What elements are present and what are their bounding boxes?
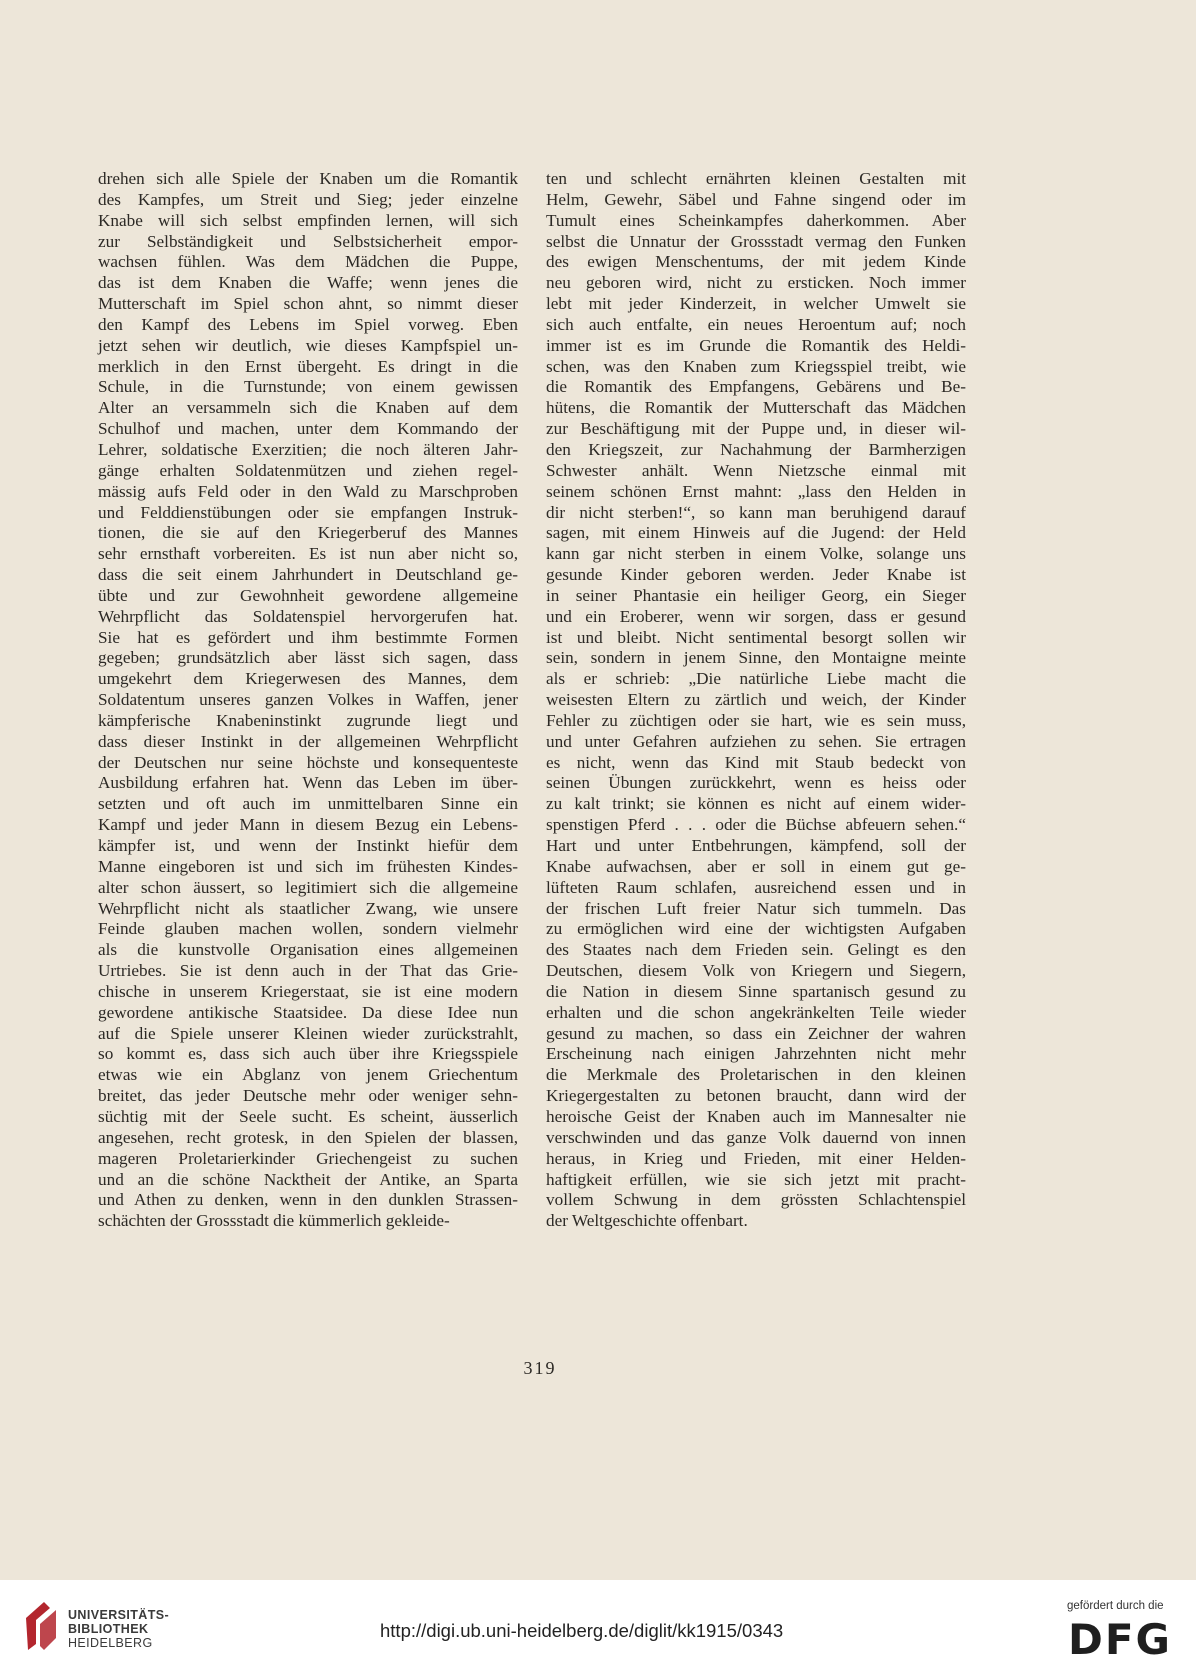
text-line: ist und bleibt. Nicht sentimental besorgt sollen wir	[546, 627, 966, 647]
text-line: und an die schöne Nacktheit der Antike, an Sparta	[98, 1169, 518, 1189]
text-line: und Felddienstübungen oder sie empfangen Instruk-	[98, 502, 518, 522]
text-line: alter schon äussert, so legitimiert sich die allgemeine	[98, 877, 518, 897]
text-line: Helm, Gewehr, Säbel und Fahne singend oder im	[546, 189, 966, 209]
text-line: den Kriegszeit, zur Nachahmung der Barmherzigen	[546, 439, 966, 459]
text-line: übte und zur Gewohnheit gewordene allgemeine	[98, 585, 518, 605]
text-line: als die kunstvolle Organisation eines allgemeinen	[98, 940, 518, 960]
text-line: gänge erhalten Soldatenmützen und ziehen regel-	[98, 460, 518, 480]
text-line: Kampf und jeder Mann in diesem Bezug ein Lebens-	[98, 815, 518, 835]
text-line: jetzt sehen wir deutlich, wie dieses Kampfspiel un-	[98, 335, 518, 355]
text-line: des Staates nach dem Frieden sein. Gelingt es den	[546, 940, 966, 960]
text-line: lüfteten Raum schlafen, ausreichend essen und in	[546, 877, 966, 897]
text-line: vollem Schwung in dem grössten Schlachtenspiel	[546, 1190, 966, 1210]
text-line: sehr ernsthaft vorbereiten. Es ist nun aber nicht so,	[98, 544, 518, 564]
text-line: Kriegergestalten zu betonen braucht, dann wird der	[546, 1086, 966, 1106]
text-line: Hart und unter Entbehrungen, kämpfend, soll der	[546, 836, 966, 855]
text-line: gesunde Kinder geboren werden. Jeder Knabe ist	[546, 565, 966, 585]
text-line: Deutschen, diesem Volk von Kriegern und Siegern,	[546, 961, 966, 981]
dfg-logo-icon: DFG	[1068, 1615, 1173, 1664]
text-line: und ein Eroberer, wenn wir sorgen, dass er gesund	[546, 606, 966, 626]
text-line: setzten und oft auch im unmittelbaren Sinne ein	[98, 794, 518, 814]
text-line: immer ist es im Grunde die Romantik des Heldi-	[546, 335, 966, 355]
text-line: selbst die Unnatur der Grossstadt vermag den Funken	[546, 231, 966, 251]
text-line: spenstigen Pferd . . . oder die Büchse abfeuern sehen.“	[546, 815, 966, 835]
text-line: chische in unserem Kriegerstaat, sie ist eine modern	[98, 981, 518, 1001]
text-line: Alter an versammeln sich die Knaben auf dem	[98, 398, 518, 418]
text-line: angesehen, recht grotesk, in den Spielen der blassen,	[98, 1127, 518, 1147]
text-line: und unter Gefahren aufziehen zu sehen. Sie ertragen	[546, 731, 966, 751]
text-line: so kommt es, dass sich auch über ihre Kriegsspiele	[98, 1044, 518, 1064]
text-line: schächten der Grossstadt die kümmerlich gekleide-	[98, 1211, 450, 1231]
text-line: sein, sondern in jenem Sinne, den Montaigne meinte	[546, 648, 966, 668]
text-line: mageren Proletarierkinder Griechengeist zu suchen	[98, 1148, 518, 1168]
text-line: heraus, in Krieg und Frieden, mit einer Helden-	[546, 1148, 966, 1168]
text-line: die Merkmale des Proletarischen in den kleinen	[546, 1065, 966, 1085]
text-line: der Weltgeschichte offenbart.	[546, 1211, 748, 1231]
text-line: kämpferische Knabeninstinkt zugrunde liegt und	[98, 710, 518, 730]
text-line: lebt mit jeder Kinderzeit, in welcher Umwelt sie	[546, 294, 966, 314]
text-line: seinem schönen Ernst mahnt: „lass den Helden in	[546, 481, 966, 501]
viewer-footer	[0, 1580, 1196, 1674]
text-line: Wehrpflicht nicht als staatlicher Zwang, wie unsere	[98, 898, 518, 918]
text-line: breitet, das jeder Deutsche mehr oder weniger sehn-	[98, 1086, 518, 1106]
text-line: zu kalt trinkt; sie können es nicht auf einem wider-	[546, 794, 966, 814]
text-line: es nicht, wenn das Kind mit Staub bedeckt von	[546, 752, 966, 772]
text-line: gewordene antikische Staatsidee. Da diese Idee nun	[98, 1002, 518, 1022]
text-column-right	[546, 169, 966, 1232]
text-line: kämpfer ist, und wenn der Instinkt hiefür dem	[98, 836, 518, 855]
text-line: gegeben; grundsätzlich aber lässt sich sagen, dass	[98, 648, 518, 668]
text-line: seinen Übungen zurückkehrt, wenn es heiss oder	[546, 773, 966, 793]
text-line: erhalten und die schon angekränkelten Teile wieder	[546, 1002, 966, 1022]
text-line: ten und schlecht ernährten kleinen Gestalten mit	[546, 169, 966, 188]
text-line: sich auch entfalte, ein neues Heroentum auf; noch	[546, 314, 966, 334]
text-line: süchtig mit der Seele sucht. Es scheint, äusserlich	[98, 1106, 518, 1126]
text-line: wachsen fühlen. Was dem Mädchen die Puppe,	[98, 252, 518, 272]
funding-caption: gefördert durch die	[1067, 1600, 1164, 1612]
text-line: auf die Spiele unserer Kleinen wieder zurückstrahlt,	[98, 1023, 518, 1043]
text-line: Schulhof und machen, unter dem Kommando der	[98, 419, 518, 439]
text-line: Erscheinung nach einigen Jahrzehnten nicht mehr	[546, 1044, 966, 1064]
text-line: die Romantik des Empfangens, Gebärens und Be-	[546, 377, 966, 397]
text-line: in seiner Phantasie ein heiliger Georg, ein Sieger	[546, 585, 966, 605]
text-line: Soldatentum unseres ganzen Volkes in Waffen, jener	[98, 690, 518, 710]
text-line: Wehrpflicht das Soldatenspiel hervorgerufen hat.	[98, 606, 518, 626]
university-library-logo-icon	[22, 1598, 62, 1656]
text-line: mässig aufs Feld oder in den Wald zu Marschproben	[98, 481, 518, 501]
text-line: verschwinden und das ganze Volk dauernd von innen	[546, 1127, 966, 1147]
text-line: Manne eingeboren ist und sich im frühesten Kindes-	[98, 856, 518, 876]
text-line: Tumult eines Scheinkampfes daherkommen. Aber	[546, 210, 966, 230]
text-line: zur Selbständigkeit und Selbstsicherheit empor-	[98, 231, 518, 251]
text-line: weisesten Eltern zu zärtlich und weich, der Kinder	[546, 690, 966, 710]
text-line: dir nicht sterben!“, so kann man beruhigend darauf	[546, 502, 966, 522]
text-line: heroische Geist der Knaben auch im Mannesalter nie	[546, 1106, 966, 1126]
text-line: Knabe aufwachsen, aber er soll in einem gut ge-	[546, 856, 966, 876]
text-line: Schule, in die Turnstunde; von einem gewissen	[98, 377, 518, 397]
text-line: hütens, die Romantik der Mutterschaft das Mädchen	[546, 398, 966, 418]
text-line: kann gar nicht sterben in einem Volke, solange uns	[546, 544, 966, 564]
text-line: Ausbildung erfahren hat. Wenn das Leben im über-	[98, 773, 518, 793]
library-name: UNIVERSITÄTS- BIBLIOTHEK HEIDELBERG	[68, 1608, 170, 1650]
text-line: als er schrieb: „Die natürliche Liebe macht die	[546, 669, 966, 689]
text-line: Knabe will sich selbst empfinden lernen, will sich	[98, 210, 518, 230]
text-line: der Deutschen nur seine höchste und konsequenteste	[98, 752, 518, 772]
text-line: drehen sich alle Spiele der Knaben um die Romantik	[98, 169, 518, 188]
text-line: gesund zu machen, so dass ein Zeichner der wahren	[546, 1023, 966, 1043]
text-line: Feinde glauben machen wollen, sondern vielmehr	[98, 919, 518, 939]
text-line: des Kampfes, um Streit und Sieg; jeder einzelne	[98, 189, 518, 209]
text-line: merklich in den Ernst übergeht. Es dringt in die	[98, 356, 518, 376]
text-line: neu geboren wird, nicht zu ersticken. Noch immer	[546, 273, 966, 293]
text-line: des ewigen Menschentums, der mit jedem Kinde	[546, 252, 966, 272]
permalink-url[interactable]: http://digi.ub.uni-heidelberg.de/diglit/kk1915/0343	[380, 1620, 784, 1641]
text-line: der frischen Luft freier Natur sich tummeln. Das	[546, 898, 966, 918]
text-line: zur Beschäftigung mit der Puppe und, in dieser wil-	[546, 419, 966, 439]
text-line: haftigkeit erfüllen, wie sie sich jetzt mit pracht-	[546, 1169, 966, 1189]
text-line: und Athen zu denken, wenn in den dunklen Strassen-	[98, 1190, 518, 1210]
text-line: Fehler zu züchtigen oder sie hart, wie es sein muss,	[546, 710, 966, 730]
text-line: dass die seit einem Jahrhundert in Deutschland ge-	[98, 565, 518, 585]
text-line: Mutterschaft im Spiel schon ahnt, so nimmt dieser	[98, 294, 518, 314]
text-line: Schwester anhält. Wenn Nietzsche einmal mit	[546, 460, 966, 480]
text-line: den Kampf des Lebens im Spiel vorweg. Eben	[98, 314, 518, 334]
text-line: tionen, die sie auf den Kriegerberuf des Mannes	[98, 523, 518, 543]
page-number: 319	[523, 1358, 557, 1378]
text-line: sagen, mit einem Hinweis auf die Jugend: der Held	[546, 523, 966, 543]
text-column-left	[98, 169, 518, 1232]
text-line: Lehrer, soldatische Exerzitien; die noch älteren Jahr-	[98, 439, 518, 459]
text-line: Urtriebes. Sie ist denn auch in der That das Grie-	[98, 961, 518, 981]
text-line: die Nation in diesem Sinne spartanisch gesund zu	[546, 981, 966, 1001]
text-line: etwas wie ein Abglanz von jenem Griechentum	[98, 1065, 518, 1085]
text-line: schen, was den Knaben zum Kriegsspiel treibt, wie	[546, 356, 966, 376]
text-line: Sie hat es gefördert und ihm bestimmte Formen	[98, 627, 518, 647]
text-line: das ist dem Knaben die Waffe; wenn jenes die	[98, 273, 518, 293]
text-line: dass dieser Instinkt in der allgemeinen Wehrpflicht	[98, 731, 518, 751]
text-line: zu ermöglichen wird eine der wichtigsten Aufgaben	[546, 919, 966, 939]
text-line: umgekehrt dem Kriegerwesen des Mannes, dem	[98, 669, 518, 689]
